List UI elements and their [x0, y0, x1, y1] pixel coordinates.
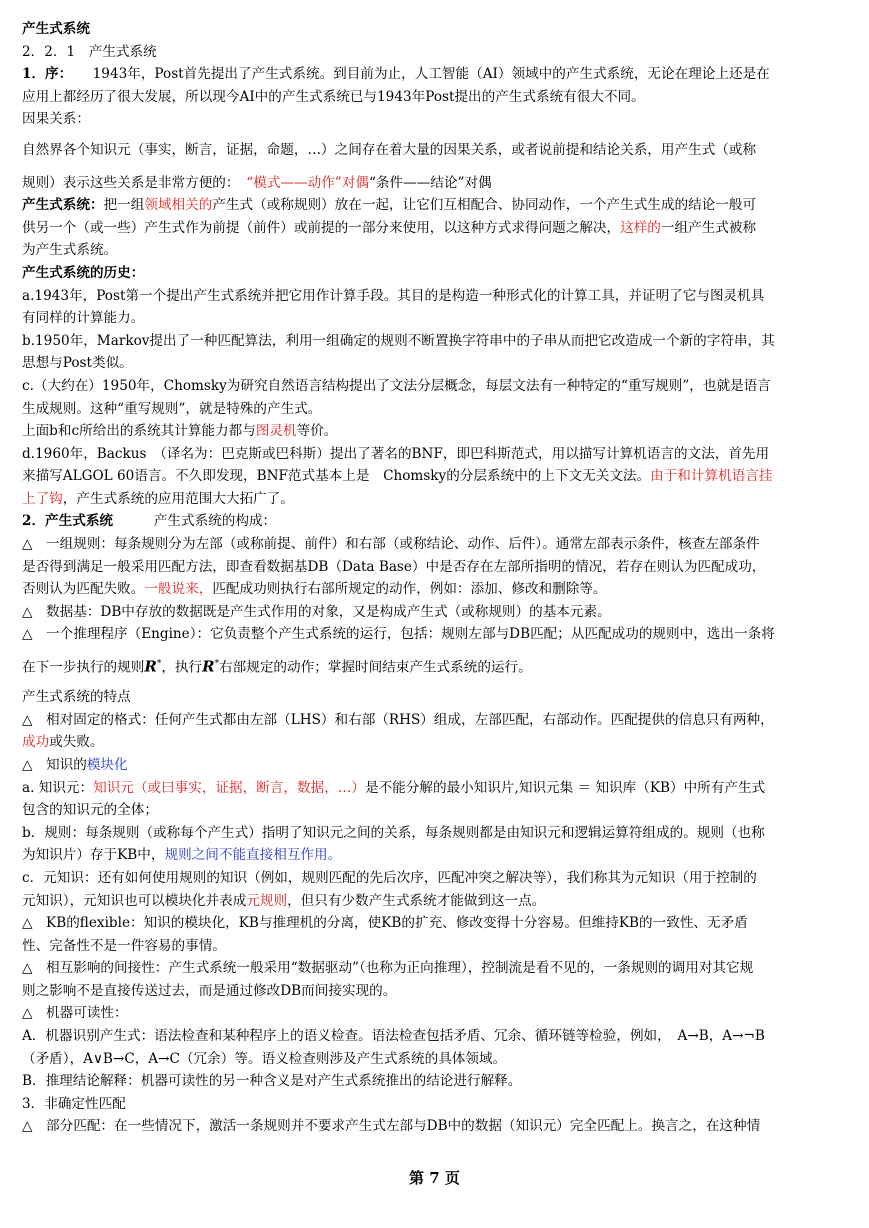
text-line: 是否得到满足一般采用匹配方法，即查看数据基DB（Data Base）中是否存在左部所指明的情况，若存在则认为匹配成功，: [22, 558, 766, 575]
text-line: △ 数据基：DB中存放的数据既是产生式作用的对象，又是构成产生式（或称规则）的基本元素。: [22, 603, 611, 620]
rule-symbol: R: [144, 657, 157, 676]
text-line: 则之影响不是直接传送过去，而是通过修改DB而间接实现的。: [22, 982, 397, 999]
text-span: 是不能分解的最小知识片,知识元集 ＝ 知识库（KB）中所有产生式: [365, 779, 766, 796]
history-heading: 产生式系统的历史：: [22, 264, 145, 281]
composition-heading: [22, 510, 850, 533]
text-span: 右部规定的动作；掌握时间结束产生式系统的运行。: [219, 659, 532, 676]
text-line: [22, 844, 850, 867]
text-span: ，产生式系统的应用范围大大拓广了。: [62, 490, 294, 507]
text-line: △ 部分匹配：在一些情况下，激活一条规则并不要求产生式左部与DB中的数据（知识元）完全匹配上。换言之，在这种情: [22, 1118, 761, 1135]
highlight-blue: 规则之间不能直接相互作用。: [164, 847, 342, 864]
text-span: 产生式（或称规则）放在一起，让它们互相配合、协同动作，一个产生式生成的结论一般可: [212, 197, 757, 214]
text-span: 在下一步执行的规则: [22, 659, 145, 676]
text-line: [22, 578, 850, 601]
text-line: [22, 777, 850, 800]
text-line: 为产生式系统。: [22, 242, 118, 259]
paragraph-intro: [22, 63, 850, 86]
text-line: △ 一组规则：每条规则分为左部（或称前提、前件）和右部（或称结论、动作、后件）。通常左部表示条件，核查左部条件: [22, 536, 760, 553]
text-line: △ 相对固定的格式：任何产生式都由左部（LHS）和右部（RHS）组成，左部匹配，右部动作。匹配提供的信息只有两种，: [22, 711, 774, 728]
text-span: △ 知识的: [22, 756, 87, 773]
text-span: 来描写ALGOL 60语言。不久即发现，BNF范式基本上是 Chomsky的分层系统中的上下文无关文法。: [22, 468, 651, 485]
highlight-red: 元规则: [246, 892, 288, 909]
text-span: 产生式系统的构成：: [113, 513, 277, 530]
text-line: [22, 420, 850, 443]
text-span: 等价。: [296, 423, 338, 440]
text-span: 或失败。: [49, 734, 104, 751]
text-span: 匹配成功则执行右部所规定的动作，例如：添加、修改和删除等。: [212, 581, 607, 598]
text-line: 包含的知识元的全体；: [22, 802, 158, 819]
text-line: 自然界各个知识元（事实，断言，证据，命题，…）之间存在着大量的因果关系，或者说前提和结论关系，用产生式（或称: [22, 141, 757, 158]
section-label: 2．产生式系统: [22, 513, 114, 530]
text-span: ，但只有少数产生式系统才能做到这一点。: [287, 892, 546, 909]
highlight-red: 一般说来，: [144, 581, 213, 598]
text-line: [22, 217, 850, 240]
text-line: B．推理结论解释：机器可读性的另一种含义是对产生式系统推出的结论进行解释。: [22, 1073, 522, 1090]
text-line: a.1943年，Post第一个提出产生式系统并把它用作计算手段。其目的是构造一种形式化的计算工具，并证明了它与图灵机具: [22, 287, 765, 304]
text-span: 把一组: [103, 197, 145, 214]
text-line: [22, 172, 850, 195]
text-span: 供另一个（或一些）产生式作为前提（前件）或前提的一部分来使用，以这种方式求得问题之解决，: [22, 219, 621, 236]
text-line: 应用上都经历了很大发展，所以现今AI中的产生式系统已与1943年Post提出的产生式系统有很大不同。: [22, 88, 645, 105]
text-span: 规则）表示这些关系是非常方便的：: [22, 174, 247, 191]
text-line: 有同样的计算能力。: [22, 310, 145, 327]
text-line: 生成规则。这种“重写规则”，就是特殊的产生式。: [22, 400, 322, 417]
text-line: 性、完备性不是一件容易的事情。: [22, 937, 226, 954]
text-line: [22, 653, 850, 679]
text-span: ，执行: [161, 659, 203, 676]
text-line: b.1950年，Markov提出了一种匹配算法，利用一组确定的规则不断置换字符串中的子串从而把它改造成一个新的字符串，其: [22, 332, 775, 349]
text-line: c.（大约在）1950年，Chomsky为研究自然语言结构提出了文法分层概念，每层文法有一种特定的“重写规则”，也就是语言: [22, 377, 771, 394]
text-line: c．元知识：还有如何使用规则的知识（例如，规则匹配的先后次序，匹配冲突之解决等），我们称其为元知识（用于控制的: [22, 869, 757, 886]
intro-label: 1．序：: [22, 66, 66, 83]
rule-superscript: *: [156, 659, 162, 670]
text-span: 上面b和c所给出的系统其计算能力都与: [22, 423, 256, 440]
highlight-red: 知识元（或曰事实，证据，断言，数据，…）: [93, 779, 365, 796]
text-line: b．规则：每条规则（或称每个产生式）指明了知识元之间的关系，每条规则都是由知识元和逻辑运算符组成的。规则（也称: [22, 824, 765, 841]
text-line: [22, 488, 850, 511]
text-line: [22, 754, 850, 777]
text-span: 为知识片）存于KB中，: [22, 847, 165, 864]
text-line: 思想与Post类似。: [22, 355, 133, 372]
text-line: △ KB的flexible：知识的模块化，KB与推理机的分离，使KB的扩充、修改变得十分容易。但维持KB的一致性、无矛盾: [22, 915, 748, 932]
text-line: △ 机器可读性：: [22, 1005, 128, 1022]
highlight-red: 上了钩: [22, 490, 63, 507]
highlight-red: 这样的: [620, 219, 661, 236]
text-line: △ 相互影响的间接性：产生式系统一般采用“数据驱动”（也称为正向推理），控制流是看不见的，一条规则的调用对其它规: [22, 960, 754, 977]
text-span: 1943年，Post首先提出了产生式系统。到目前为止，人工智能（AI）领域中的产生式系统，无论在理论上还是在: [65, 66, 770, 83]
text-span: “条件——结论”对偶: [368, 174, 492, 191]
text-line: （矛盾），A∨B→C，A→C（冗余）等。语义检查则涉及产生式系统的具体领域。: [22, 1050, 507, 1067]
text-line: d.1960年，Backus （译名为：巴克斯或巴科斯）提出了著名的BNF，即巴科斯范式，用以描写计算机语言的文法，首先用: [22, 445, 770, 462]
text-span: 元知识），元知识也可以模块化并表成: [22, 892, 247, 909]
text-line: [22, 465, 850, 488]
text-span: 否则认为匹配失败。: [22, 581, 145, 598]
rule-symbol: R: [202, 657, 215, 676]
section-heading: 2．2．1 产生式系统: [22, 43, 157, 60]
features-heading: 产生式系统的特点: [22, 689, 131, 706]
text-line: 3．非确定性匹配: [22, 1095, 126, 1112]
definition-label: 产生式系统：: [22, 197, 104, 214]
text-span: 一组产生式被称: [660, 219, 757, 236]
document-body: [22, 18, 850, 1138]
highlight-red: 图灵机: [255, 423, 297, 440]
highlight-red: 由于和计算机语言挂: [650, 468, 773, 485]
highlight-red: 成功: [22, 734, 50, 751]
text-line: A．机器识别产生式：语法检查和某种程序上的语义检查。语法检查包括矛盾、冗余、循环链等检验，例如， A→B，A→¬B: [22, 1028, 765, 1045]
definition-line: [22, 194, 850, 217]
highlight-blue: 模块化: [86, 756, 128, 773]
page-number: 第 7 页: [409, 1169, 460, 1187]
document-title: 产生式系统: [22, 21, 90, 37]
text-span: a. 知识元：: [22, 779, 94, 796]
highlight-red: 领域相关的: [144, 197, 213, 214]
causal-heading: 因果关系：: [22, 111, 90, 128]
text-line: [22, 890, 850, 913]
text-line: △ 一个推理程序（Engine）：它负责整个产生式系统的运行，包括：规则左部与DB匹配；从匹配成功的规则中，选出一条将: [22, 626, 775, 643]
highlight-red: “模式——动作”对偶: [246, 174, 369, 191]
rule-superscript: *: [214, 659, 220, 670]
text-line: [22, 731, 850, 754]
